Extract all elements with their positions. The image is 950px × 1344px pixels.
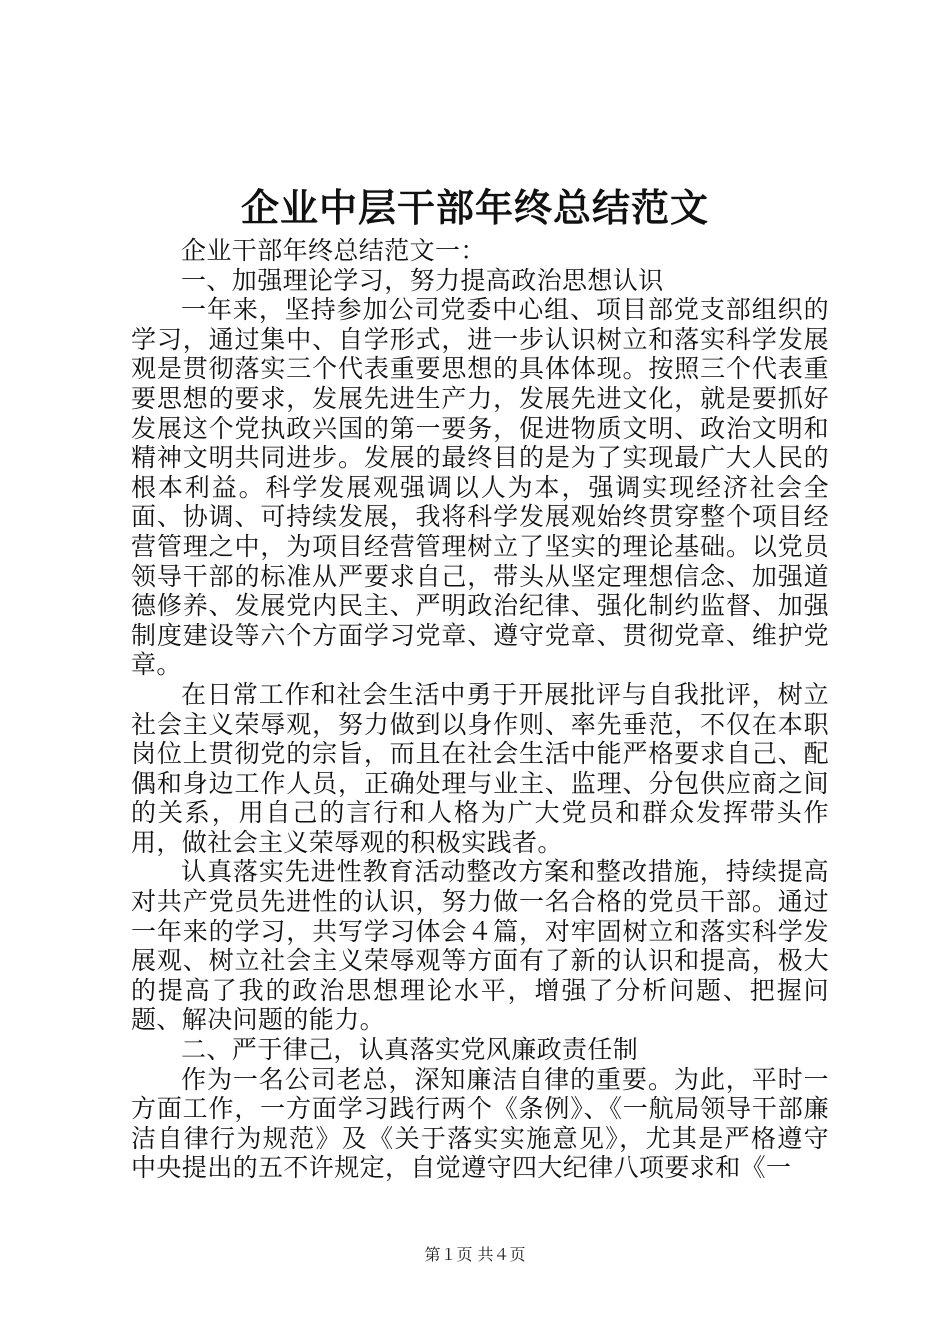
document-title: 企业中层干部年终总结范文 [240,185,709,230]
paragraph-2: 在日常工作和社会生活中勇于开展批评与自我批评，树立社会主义荣辱观，努力做到以身作则、率先垂范，不仅在本职岗位上贯彻党的宗旨，而且在社会生活中能严格要求自己、配偶和身边工作人员，正确处理与业主、监理、分包供应商之间的关系，用自己的言行和人格为广大党员和群众发挥带头作用，做社会主义荣辱观的积极实践者。 [131,679,829,857]
paragraph-1: 一年来，坚持参加公司党委中心组、项目部党支部组织的学习，通过集中、自学形式，进一步认识树立和落实科学发展观是贯彻落实三个代表重要思想的具体体现。按照三个代表重要思想的要求，发展先进生产力，发展先进文化，就是要抓好发展这个党执政兴国的第一要务，促进物质文明、政治文明和精神文明共同进步。发展的最终目的是为了实现最广大人民的根本利益。科学发展观强调以人为本，强调实现经济社会全面、协调、可持续发展，我将科学发展观始终贯穿整个项目经营管理之中，为项目经营管理树立了坚实的理论基础。以党员领导干部的标准从严要求自己，带头从坚定理想信念、加强道德修养、发展党内民主、严明政治纪律、强化制约监督、加强制度建设等六个方面学习党章、遵守党章、贯彻党章、维护党章。 [131,295,829,680]
paragraph-3: 认真落实先进性教育活动整改方案和整改措施，持续提高对共产党员先进性的认识，努力做一名合格的党员干部。通过一年来的学习，共写学习体会４篇，对牢固树立和落实科学发展观、树立社会主义荣辱观等方面有了新的认识和提高，极大的提高了我的政治思想理论水平，增强了分析问题、把握问题、解决问题的能力。 [131,857,829,1035]
intro-line: 企业干部年终总结范文一： [181,236,486,265]
page-footer: 第１页 共４页 [424,1245,526,1264]
paragraph-4: 作为一名公司老总，深知廉洁自律的重要。为此，平时一方面工作，一方面学习践行两个《条例》、《一航局领导干部廉洁自律行为规范》及《关于落实实施意见》，尤其是严格遵守中央提出的五不许规定，自觉遵守四大纪律八项要求和《一 [131,1064,829,1183]
section-heading-2: 二、严于律己，认真落实党风廉政责任制 [181,1035,639,1065]
document-body [131,236,829,1183]
section-heading-1: 一、加强理论学习，努力提高政治思想认识 [181,265,664,295]
